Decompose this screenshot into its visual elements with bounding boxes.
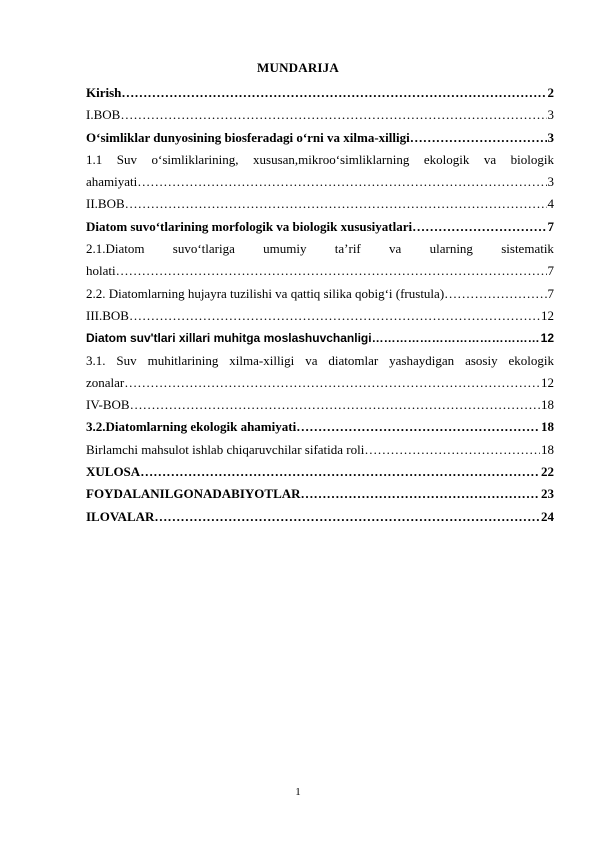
- dot-leader: [129, 305, 540, 327]
- dot-leader: [137, 171, 546, 193]
- toc-entry-text: zonalar: [86, 374, 125, 390]
- toc-entry: [86, 483, 554, 505]
- table-of-contents: [86, 82, 554, 528]
- toc-entry-text: III.BOB: [86, 307, 129, 323]
- toc-entry-text: 2.1.Diatom suvo‘tlariga umumiy ta’rif va ularning sistematik: [86, 241, 554, 257]
- toc-entry: [86, 171, 554, 193]
- toc-entry-text: XULOSA: [86, 464, 141, 480]
- toc-entry-text: 3.2.Diatomlarning ekologik ahamiyati: [86, 419, 297, 435]
- toc-entry-text: 2.2. Diatomlarning hujayra tuzilishi va qattiq silika qobig‘i (frustula): [86, 285, 445, 301]
- toc-entry-page: 4: [547, 196, 554, 212]
- toc-entry: [86, 216, 554, 238]
- dot-leader: [372, 327, 540, 349]
- toc-entry-page: 24: [541, 508, 554, 524]
- dot-leader: [154, 506, 540, 528]
- toc-entry-page: 23: [541, 486, 554, 502]
- dot-leader: [120, 104, 546, 126]
- toc-entry-page: 7: [547, 285, 554, 301]
- toc-entry-text: Kirish: [86, 85, 122, 100]
- toc-entry-text: Diatom suvo‘tlarining morfologik va biologik xususiyatlari: [86, 218, 413, 234]
- toc-entry: [86, 416, 554, 438]
- toc-entry: [86, 461, 554, 483]
- dot-leader: [410, 127, 547, 149]
- dot-leader: [364, 439, 540, 461]
- toc-entry-text: II.BOB: [86, 196, 125, 212]
- toc-entry-text: Birlamchi mahsulot ishlab chiqaruvchilar sifatida roli: [86, 441, 365, 457]
- toc-entry: [86, 283, 554, 305]
- toc-entry-page: 7: [547, 263, 554, 279]
- page-number: 1: [295, 786, 301, 798]
- toc-entry-page: 3: [547, 174, 554, 190]
- toc-entry-page: 12: [540, 331, 554, 346]
- dot-leader: [296, 416, 540, 438]
- page-title: MUNDARIJA: [257, 60, 339, 75]
- toc-entry: [86, 260, 554, 282]
- toc-entry-page: 12: [541, 307, 554, 323]
- toc-entry-page: 3: [547, 107, 554, 123]
- dot-leader: [301, 483, 540, 505]
- dot-leader: [121, 82, 546, 104]
- toc-entry-page: 3: [547, 129, 554, 145]
- toc-entry: [86, 193, 554, 215]
- toc-entry-text: I.BOB: [86, 107, 121, 123]
- toc-entry-page: 22: [541, 464, 554, 480]
- toc-entry: [86, 439, 554, 461]
- toc-entry-page: 18: [541, 441, 554, 457]
- toc-entry: [86, 149, 554, 171]
- toc-entry: [86, 104, 554, 126]
- dot-leader: [444, 283, 546, 305]
- toc-entry: [86, 238, 554, 260]
- toc-entry-page: 2: [547, 85, 554, 100]
- dot-leader: [116, 260, 547, 282]
- dot-leader: [412, 216, 546, 238]
- toc-entry: [86, 506, 554, 528]
- toc-entry-page: 12: [541, 374, 554, 390]
- toc-entry-text: 1.1 Suv o‘simliklarining, xususan,mikroo‘simliklarning ekologik va biologik: [86, 151, 554, 167]
- toc-entry-text: holati: [86, 263, 116, 279]
- dot-leader: [125, 193, 547, 215]
- toc-entry: [86, 327, 554, 349]
- toc-entry-page: 7: [547, 218, 554, 234]
- toc-entry-text: Diatom suv'tlari xillari muhitga moslashuvchanligi: [86, 331, 372, 346]
- dot-leader: [130, 394, 540, 416]
- toc-entry-text: FOYDALANILGONADABIYOTLAR: [86, 486, 301, 502]
- dot-leader: [140, 461, 540, 483]
- toc-entry: [86, 372, 554, 394]
- toc-entry-text: 3.1. Suv muhitlarining xilma-xilligi va diatomlar yashaydigan asosiy ekologik: [86, 352, 554, 368]
- toc-entry: [86, 350, 554, 372]
- toc-entry: [86, 127, 554, 149]
- toc-entry-text: IV-BOB: [86, 397, 130, 413]
- toc-entry-page: 18: [541, 397, 554, 413]
- toc-entry: [86, 305, 554, 327]
- toc-entry-page: 18: [541, 419, 554, 435]
- toc-entry: [86, 394, 554, 416]
- toc-entry: [86, 82, 554, 104]
- toc-entry-text: ahamiyati: [86, 174, 138, 190]
- toc-entry-text: O‘simliklar dunyosining biosferadagi o‘rni va xilma-xilligi: [86, 129, 410, 145]
- toc-entry-text: ILOVALAR: [86, 508, 155, 524]
- dot-leader: [124, 372, 540, 394]
